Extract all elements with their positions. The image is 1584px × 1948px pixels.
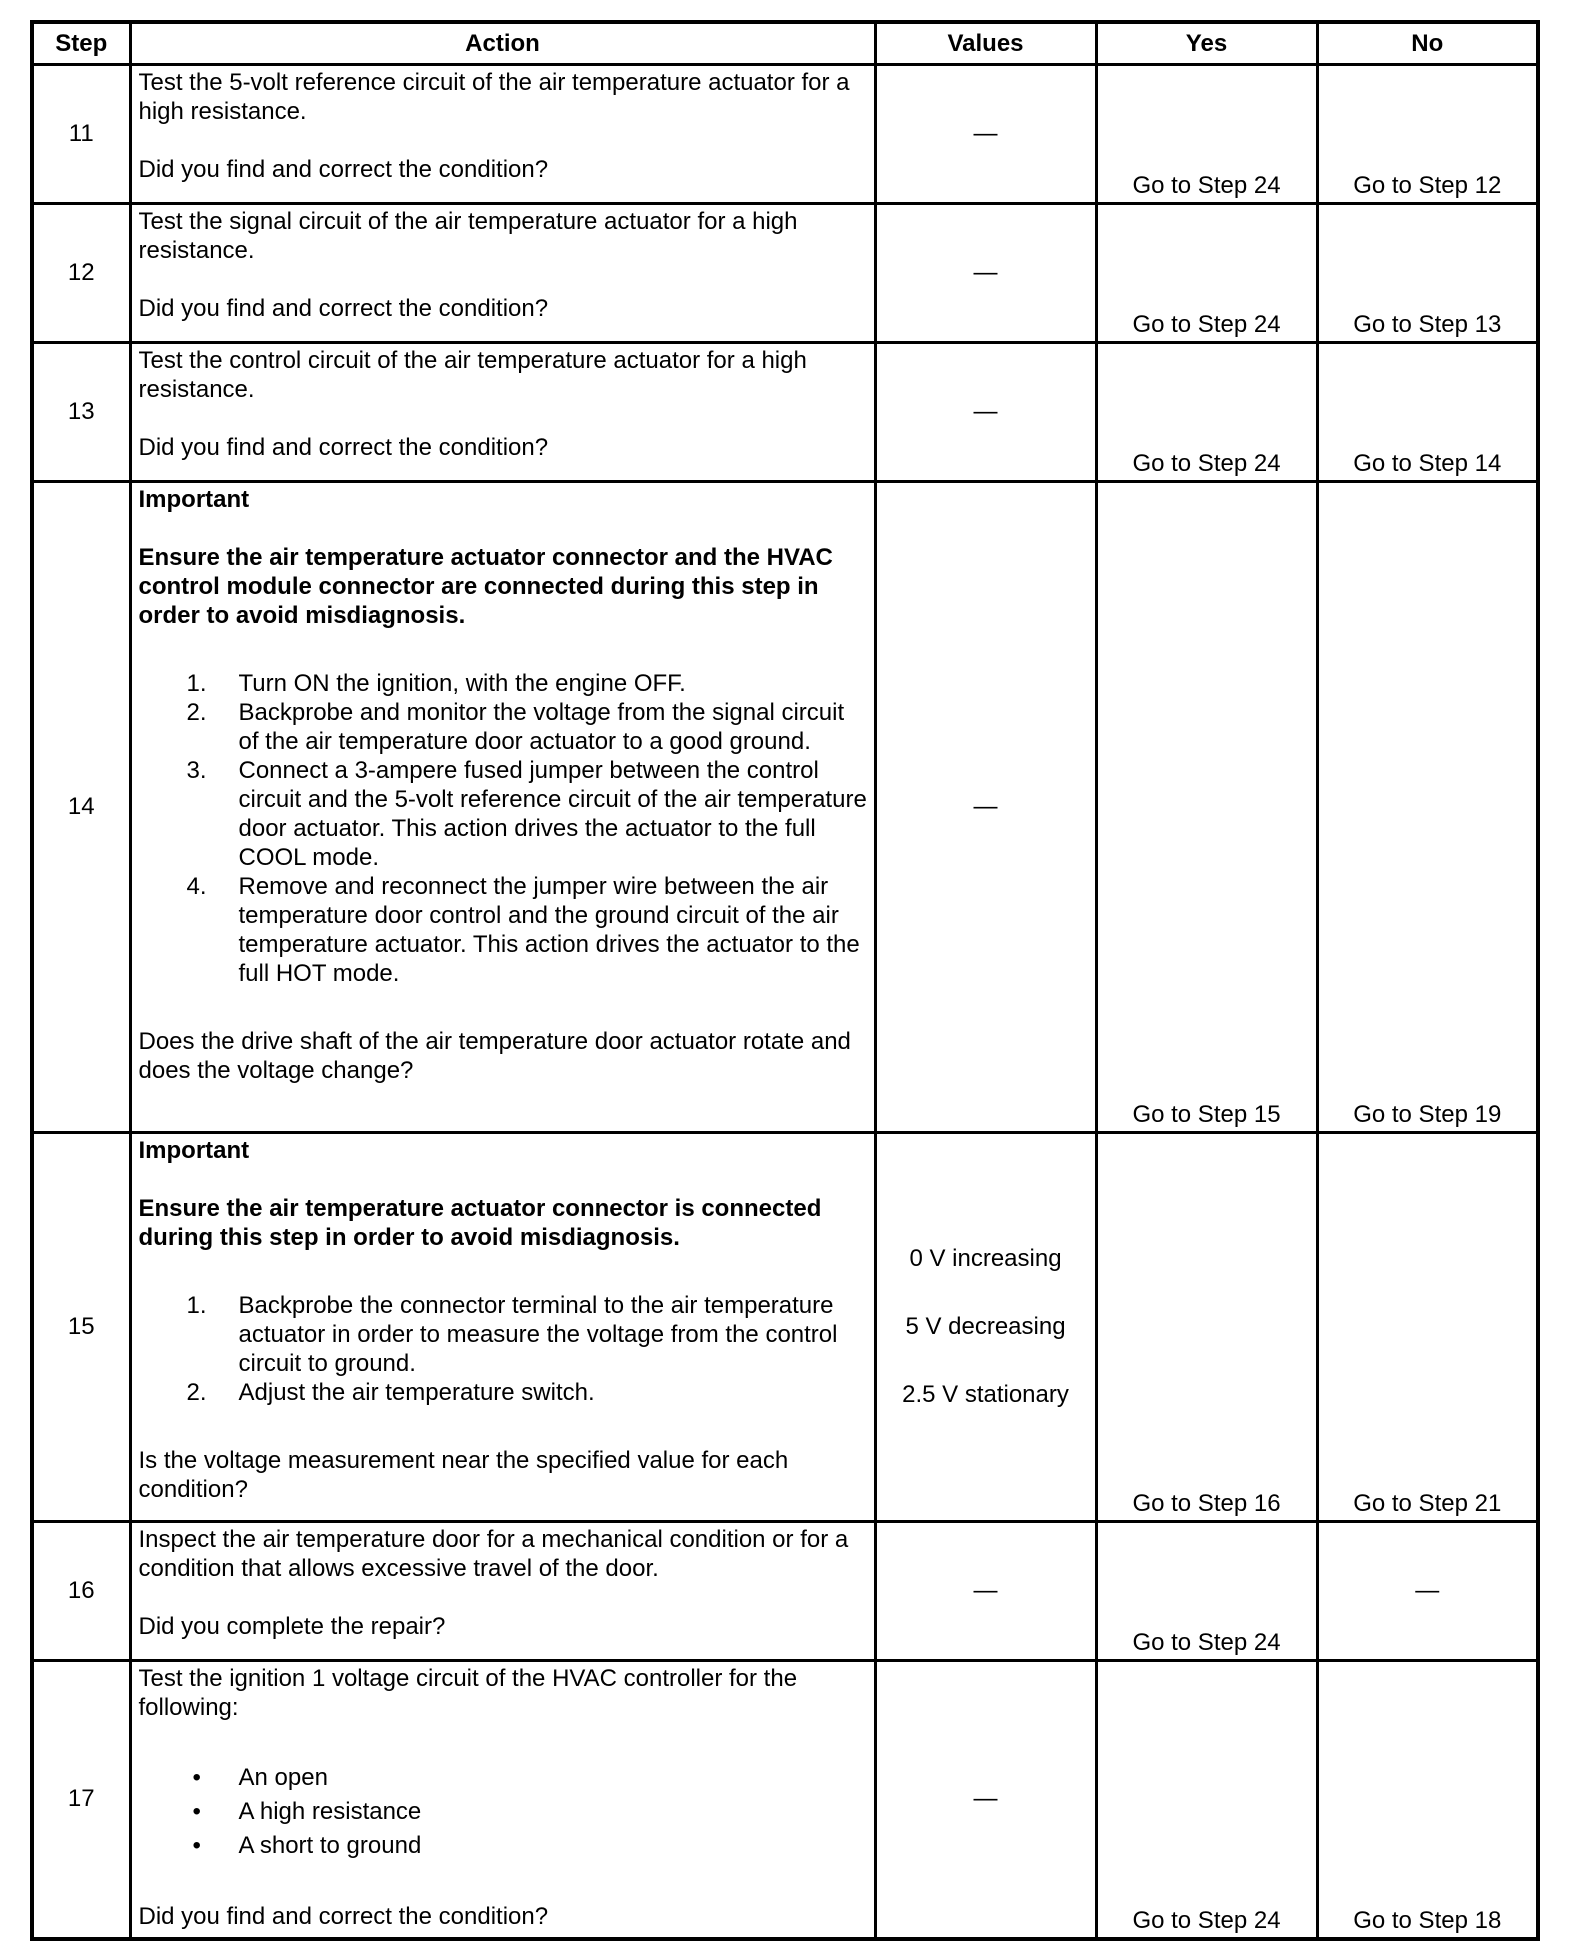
list-item xyxy=(139,1761,870,1795)
header-row xyxy=(32,22,1538,65)
no-cell: Go to Step 13 xyxy=(1317,204,1538,343)
list-item xyxy=(139,1291,870,1378)
yes-cell: Go to Step 24 xyxy=(1096,1522,1317,1661)
step-number: 13 xyxy=(32,343,130,482)
substep-number: 1. xyxy=(186,1292,207,1319)
bullet-text: A short to ground xyxy=(238,1832,422,1859)
header-values: Values xyxy=(875,22,1096,65)
list-item xyxy=(139,1378,870,1407)
yes-cell: Go to Step 24 xyxy=(1096,204,1317,343)
yes-cell: Go to Step 24 xyxy=(1096,343,1317,482)
bullet-icon: • xyxy=(192,1832,201,1859)
step-number: 16 xyxy=(32,1522,130,1661)
table-row xyxy=(32,1661,1538,1939)
action-text: Test the signal circuit of the air temperature actuator for a high resistance. xyxy=(138,208,798,264)
step-number: 17 xyxy=(32,1661,130,1939)
substep-number: 2. xyxy=(186,1379,207,1406)
bullet-text: A high resistance xyxy=(238,1798,422,1825)
substep-text: Remove and reconnect the jumper wire between the air temperature door control and the ground circuit of the air temperature actuator. This action drives the actuator to the full HOT mode. xyxy=(238,873,860,987)
yes-cell: Go to Step 15 xyxy=(1096,482,1317,1133)
table-row xyxy=(32,1133,1538,1522)
step-number: 11 xyxy=(32,65,130,204)
action-cell xyxy=(130,1133,875,1522)
values-cell: — xyxy=(875,1661,1096,1939)
list-item xyxy=(139,1795,870,1829)
no-cell: Go to Step 18 xyxy=(1317,1661,1538,1939)
substep-text: Connect a 3-ampere fused jumper between the control circuit and the 5-volt reference circuit of the air temperature door actuator. This action drives the actuator to the full COOL mode. xyxy=(238,757,867,871)
header-step: Step xyxy=(32,22,130,65)
list-item xyxy=(139,872,870,988)
values-cell: — xyxy=(875,65,1096,204)
list-item xyxy=(139,756,870,872)
action-cell xyxy=(130,1522,875,1661)
step-number: 12 xyxy=(32,204,130,343)
table-row xyxy=(32,482,1538,1133)
no-cell: Go to Step 21 xyxy=(1317,1133,1538,1522)
value-item: 2.5 V stationary xyxy=(902,1381,1069,1408)
action-question: Did you find and correct the condition? xyxy=(138,434,549,461)
action-question: Did you find and correct the condition? xyxy=(138,156,549,183)
list-item xyxy=(139,698,870,756)
values-cell: — xyxy=(875,1522,1096,1661)
action-question: Does the drive shaft of the air temperature door actuator rotate and does the voltage change? xyxy=(138,1028,851,1084)
table-row xyxy=(32,1522,1538,1661)
substep-number: 4. xyxy=(186,873,207,900)
diagnostic-table xyxy=(30,20,1540,1941)
step-number: 14 xyxy=(32,482,130,1133)
yes-cell: Go to Step 24 xyxy=(1096,65,1317,204)
values-cell: — xyxy=(875,482,1096,1133)
action-question: Is the voltage measurement near the specified value for each condition? xyxy=(138,1447,789,1503)
bullet-text: An open xyxy=(238,1764,328,1791)
step-number: 15 xyxy=(32,1133,130,1522)
substep-number: 3. xyxy=(186,757,207,784)
action-cell xyxy=(130,343,875,482)
action-cell xyxy=(130,1661,875,1939)
table-row xyxy=(32,204,1538,343)
yes-cell: Go to Step 24 xyxy=(1096,1661,1317,1939)
no-cell: Go to Step 14 xyxy=(1317,343,1538,482)
header-action: Action xyxy=(130,22,875,65)
substep-list xyxy=(139,669,870,988)
action-question: Did you find and correct the condition? xyxy=(138,295,549,322)
bullet-icon: • xyxy=(192,1798,201,1825)
action-question: Did you complete the repair? xyxy=(138,1613,446,1640)
list-item xyxy=(139,669,870,698)
action-cell xyxy=(130,204,875,343)
values-cell: — xyxy=(875,204,1096,343)
action-text: Test the ignition 1 voltage circuit of the HVAC controller for the following: xyxy=(138,1665,798,1721)
substep-text: Turn ON the ignition, with the engine OFF. xyxy=(238,670,686,697)
important-title: Important xyxy=(138,486,250,513)
header-yes: Yes xyxy=(1096,22,1317,65)
no-cell: — xyxy=(1317,1522,1538,1661)
table-row xyxy=(32,65,1538,204)
important-title: Important xyxy=(138,1137,250,1164)
bullet-list xyxy=(139,1761,870,1863)
no-cell: Go to Step 12 xyxy=(1317,65,1538,204)
important-text: Ensure the air temperature actuator connector is connected during this step in order to avoid misdiagnosis. xyxy=(138,1195,822,1251)
action-text: Test the control circuit of the air temperature actuator for a high resistance. xyxy=(138,347,807,403)
action-cell xyxy=(130,482,875,1133)
value-item: 0 V increasing xyxy=(909,1245,1062,1272)
value-item: 5 V decreasing xyxy=(905,1313,1066,1340)
values-cell xyxy=(875,1133,1096,1522)
bullet-icon: • xyxy=(192,1764,201,1791)
substep-number: 1. xyxy=(186,670,207,697)
list-item xyxy=(139,1829,870,1863)
no-cell: Go to Step 19 xyxy=(1317,482,1538,1133)
important-text: Ensure the air temperature actuator connector and the HVAC control module connector are connected during this step in order to avoid misdiagnosis. xyxy=(138,544,833,629)
action-text: Inspect the air temperature door for a mechanical condition or for a condition that allows excessive travel of the door. xyxy=(138,1526,849,1582)
substep-text: Backprobe and monitor the voltage from the signal circuit of the air temperature door actuator to a good ground. xyxy=(238,699,845,755)
substep-list xyxy=(139,1291,870,1407)
substep-text: Backprobe the connector terminal to the air temperature actuator in order to measure the voltage from the control circuit to ground. xyxy=(238,1292,838,1377)
substep-text: Adjust the air temperature switch. xyxy=(238,1379,595,1406)
header-no: No xyxy=(1317,22,1538,65)
action-text: Test the 5-volt reference circuit of the air temperature actuator for a high resistance. xyxy=(138,69,850,125)
action-cell xyxy=(130,65,875,204)
values-cell: — xyxy=(875,343,1096,482)
table-row xyxy=(32,343,1538,482)
substep-number: 2. xyxy=(186,699,207,726)
action-question: Did you find and correct the condition? xyxy=(138,1903,549,1930)
yes-cell: Go to Step 16 xyxy=(1096,1133,1317,1522)
